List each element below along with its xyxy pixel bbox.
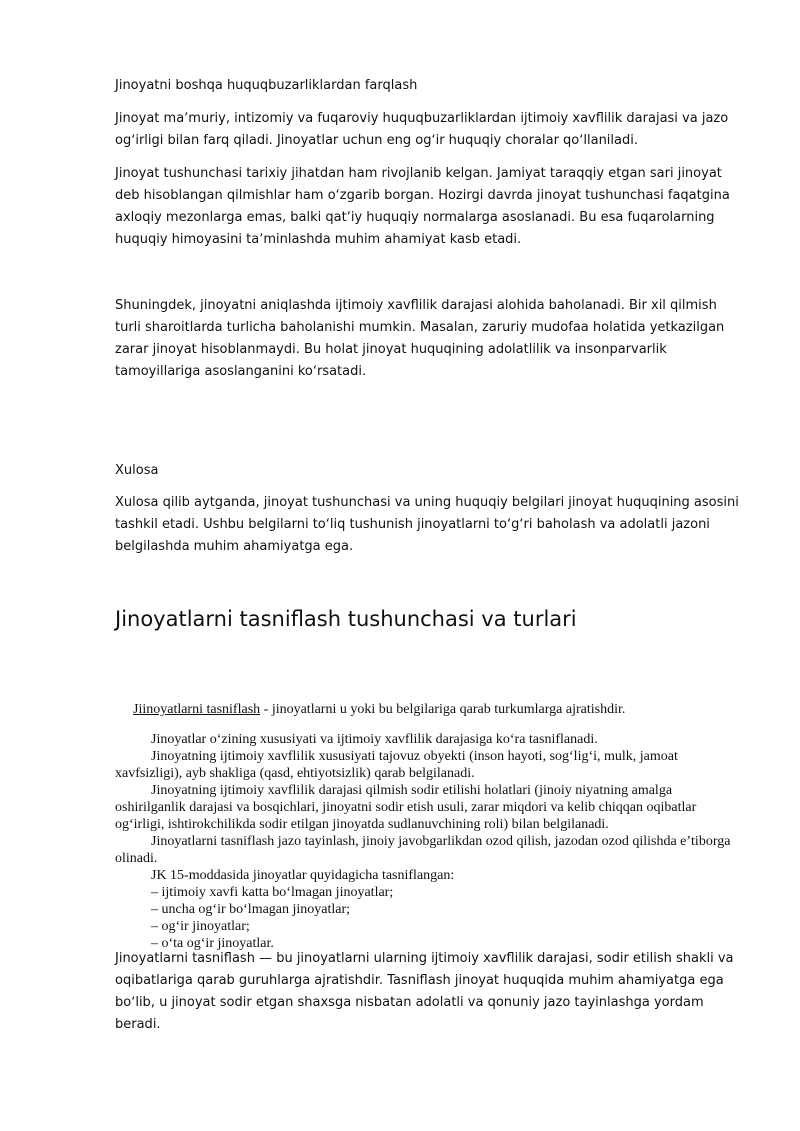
sentence-danger-nature: Jinoyatning ijtimoiy xavflilik xususiyati tajovuz obyekti (inson hayoti, sogʻligʻi, mulk, jamoat xavfsizligi), ayb shakliga (qasd, ehtiyotsizlik) qarab belgilanadi. bbox=[115, 749, 678, 781]
list-item: – oʻta ogʻir jinoyatlar. bbox=[151, 936, 274, 951]
list-item: – uncha ogʻir boʻlmagan jinoyatlar; bbox=[151, 902, 351, 917]
section-heading-difference: Jinoyatni boshqa huquqbuzarliklardan farqlash bbox=[115, 78, 418, 93]
chapter-title: Jinoyatlarni tasniflash tushunchasi va turlari bbox=[115, 607, 577, 631]
list-item: – ijtimoiy xavfi katta boʻlmagan jinoyatlar; bbox=[151, 885, 394, 900]
paragraph-difference: Jinoyat maʼmuriy, intizomiy va fuqaroviy huquqbuzarliklardan ijtimoiy xavflilik darajasi va jazo ogʻirligi bilan farq qiladi. Jinoyatlar uchun eng ogʻir huquqiy choralar qoʻllaniladi. bbox=[115, 111, 729, 148]
definition-line bbox=[133, 701, 743, 718]
definition-text: - jinoyatlarni u yoki bu belgilariga qarab turkumlarga ajratishdir. bbox=[260, 702, 626, 717]
sentence-danger-degree: Jinoyatning ijtimoiy xavflilik darajasi qilmish sodir etilishi holatlari (jinoiy niyatning amalga oshirilganlik darajasi va bosqichlari, jinoyatni sodir etish usuli, zarar miqdori va kelib chiqqan oqibatlar ogʻirligi, ishtirokchilikda sodir etilgan jinoyatda sudlanuvchining roli) bilan belgilanadi. bbox=[115, 783, 697, 832]
sentence-classification-use: Jinoyatlarni tasniflash jazo tayinlash, jinoiy javobgarlikdan ozod qilish, jazodan ozod qilishda eʼtiborga olinadi. bbox=[115, 834, 731, 866]
section-heading-conclusion: Xulosa bbox=[115, 463, 159, 478]
list-item: – ogʻir jinoyatlar; bbox=[151, 919, 250, 934]
sentence-article-15: JK 15-moddasida jinoyatlar quyidagicha tasniflangan: bbox=[151, 868, 455, 883]
paragraph-assessment: Shuningdek, jinoyatni aniqlashda ijtimoiy xavflilik darajasi alohida baholanadi. Bir xil qilmish turli sharoitlarda turlicha baholanishi mumkin. Masalan, zaruriy mudofaa holatida yetkazilgan zarar jinoyat hisoblanmaydi. Bu holat jinoyat huquqining adolatlilik va insonparvarlik tamoyillariga asoslanganini koʻrsatadi. bbox=[115, 298, 725, 379]
paragraph-conclusion: Xulosa qilib aytganda, jinoyat tushunchasi va uning huquqiy belgilari jinoyat huquqining asosini tashkil etadi. Ushbu belgilarni toʻliq tushunish jinoyatlarni toʻgʻri baholash va adolatli jazoni belgilashda muhim ahamiyatga ega. bbox=[115, 495, 739, 554]
sentence-classification-basis: Jinoyatlar oʻzining xususiyati va ijtimoiy xavflilik darajasiga koʻra tasniflanadi. bbox=[151, 732, 598, 747]
paragraph-history: Jinoyat tushunchasi tarixiy jihatdan ham rivojlanib kelgan. Jamiyat taraqqiy etgan sari jinoyat deb hisoblangan qilmishlar ham oʻzgarib borgan. Hozirgi davrda jinoyat tushunchasi faqatgina axloqiy mezonlarga emas, balki qatʼiy huquqiy normalarga asoslanadi. Bu esa fuqarolarning huquqiy himoyasini taʼminlashda muhim ahamiyat kasb etadi. bbox=[115, 166, 730, 247]
definition-term: Jiinoyatlarni tasniflash bbox=[133, 702, 261, 717]
paragraph-classification-summary: Jinoyatlarni tasniflash — bu jinoyatlarni ularning ijtimoiy xavflilik darajasi, sodir etilish shakli va oqibatlariga qarab guruhlarga ajratishdir. Tasniflash jinoyat huquqida muhim ahamiyatga ega boʻlib, u jinoyat sodir etgan shaxsga nisbatan adolatli va qonuniy jazo tayinlashga yordam beradi. bbox=[115, 951, 734, 1032]
classification-body bbox=[115, 731, 735, 952]
